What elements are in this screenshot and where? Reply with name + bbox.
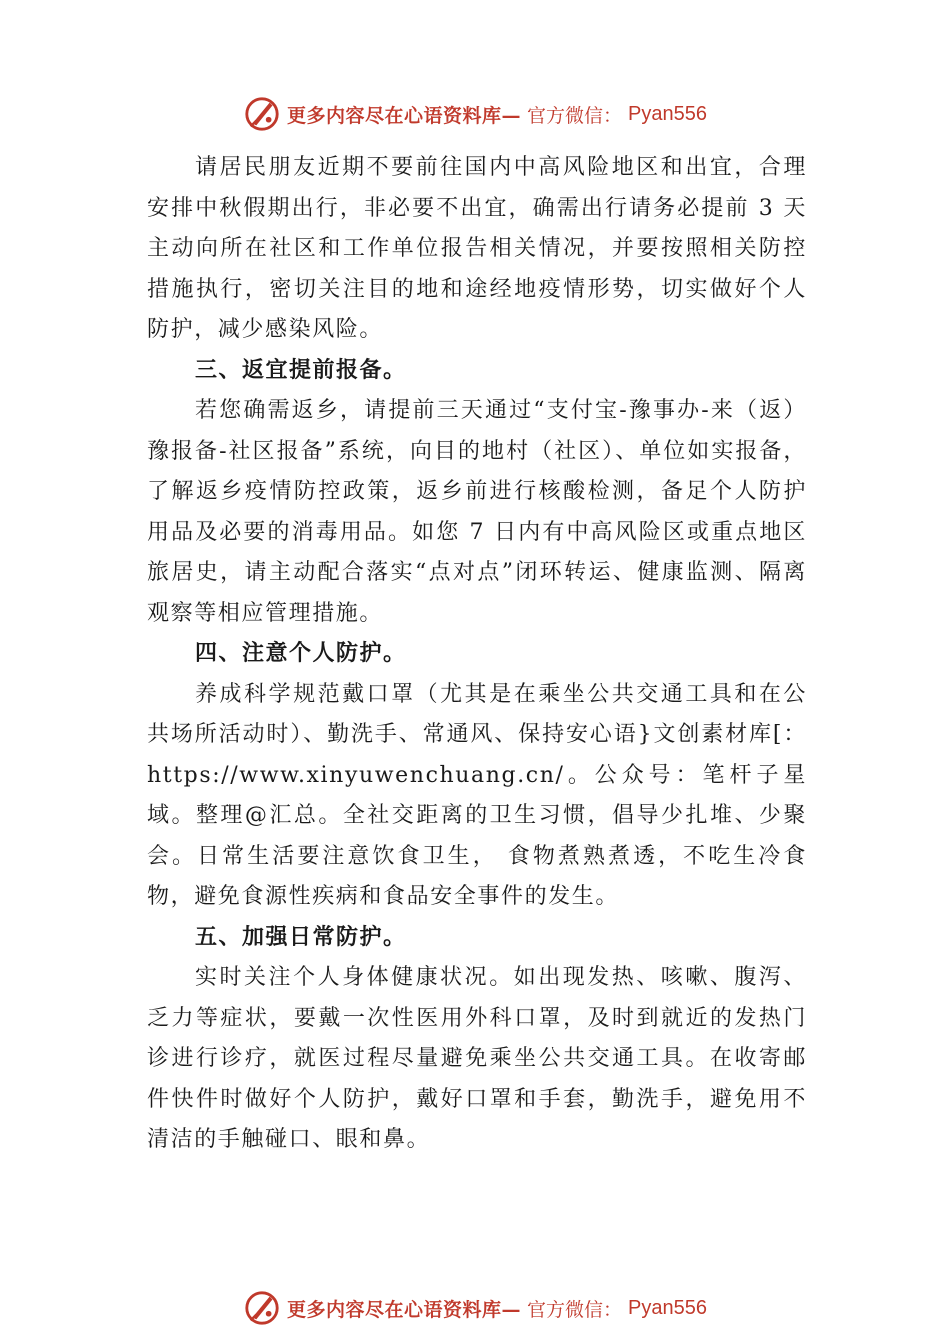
section-heading-5: 五、加强日常防护。 — [195, 924, 407, 950]
paragraph-travel-advice: 请居民朋友近期不要前往国内中高风险地区和出宜，合理安排中秋假期出行，非必要不出宜，确需出行请务必提前 3 天主动向所在社区和工作单位报告相关情况，并要按照相关防控措施执行，密切关注目的地和途经地疫情形势，切实做好个人防护，减少感染风险。 — [147, 155, 807, 342]
section-heading-4: 四、注意个人防护。 — [195, 641, 407, 666]
paragraph-personal-protection: 养成科学规范戴口罩（尤其是在乘坐公共交通工具和在公共场所活动时）、勤洗手、常通风、保持安心语}文创素材库[：https://www.xinyuwenchuang.cn/。公众号：笔杆子星域。整理@汇总。全社交距离的卫生习惯，倡导少扎堆、少聚会。日常生活要注意饮食卫生， 食物煮熟煮透，不吃生冷食物，避免食源性疾病和食品安全事件的发生。 — [147, 681, 807, 909]
footer-watermark — [0, 1286, 950, 1330]
watermark-brand-text: 更多内容尽在心语资料库— — [287, 104, 522, 127]
red-quill-logo-icon — [243, 95, 281, 133]
watermark-brand-text: 更多内容尽在心语资料库— — [287, 1298, 522, 1321]
paragraph-daily-protection: 实时关注个人身体健康状况。如出现发热、咳嗽、腹泻、乏力等症状，要戴一次性医用外科口罩，及时到就近的发热门诊进行诊疗，就医过程尽量避免乘坐公共交通工具。在收寄邮件快件时做好个人防护，戴好口罩和手套，勤洗手，避免用不清洁的手触碰口、眼和鼻。 — [147, 965, 807, 1152]
watermark-wechat-id: Pyan556 — [628, 102, 707, 125]
header-watermark — [0, 92, 950, 136]
paragraph-return-report: 若您确需返乡，请提前三天通过“支付宝-豫事办-来（返） 豫报备-社区报备”系统，向目的地村（社区）、单位如实报备，了解返乡疫情防控政策，返乡前进行核酸检测，备足个人防护用品及必要的消毒用品。如您 7 日内有中高风险区或重点地区旅居史，请主动配合落实“点对点”闭环转运、健康监测、隔离观察等相应管理措施。 — [147, 398, 807, 626]
red-quill-logo-icon — [243, 1289, 281, 1327]
watermark-wechat-id: Pyan556 — [628, 1296, 707, 1319]
watermark-official-label: 官方微信： — [527, 104, 623, 127]
section-heading-3: 三、返宜提前报备。 — [195, 357, 407, 383]
watermark-official-label: 官方微信： — [527, 1298, 623, 1321]
document-body — [147, 148, 807, 1161]
